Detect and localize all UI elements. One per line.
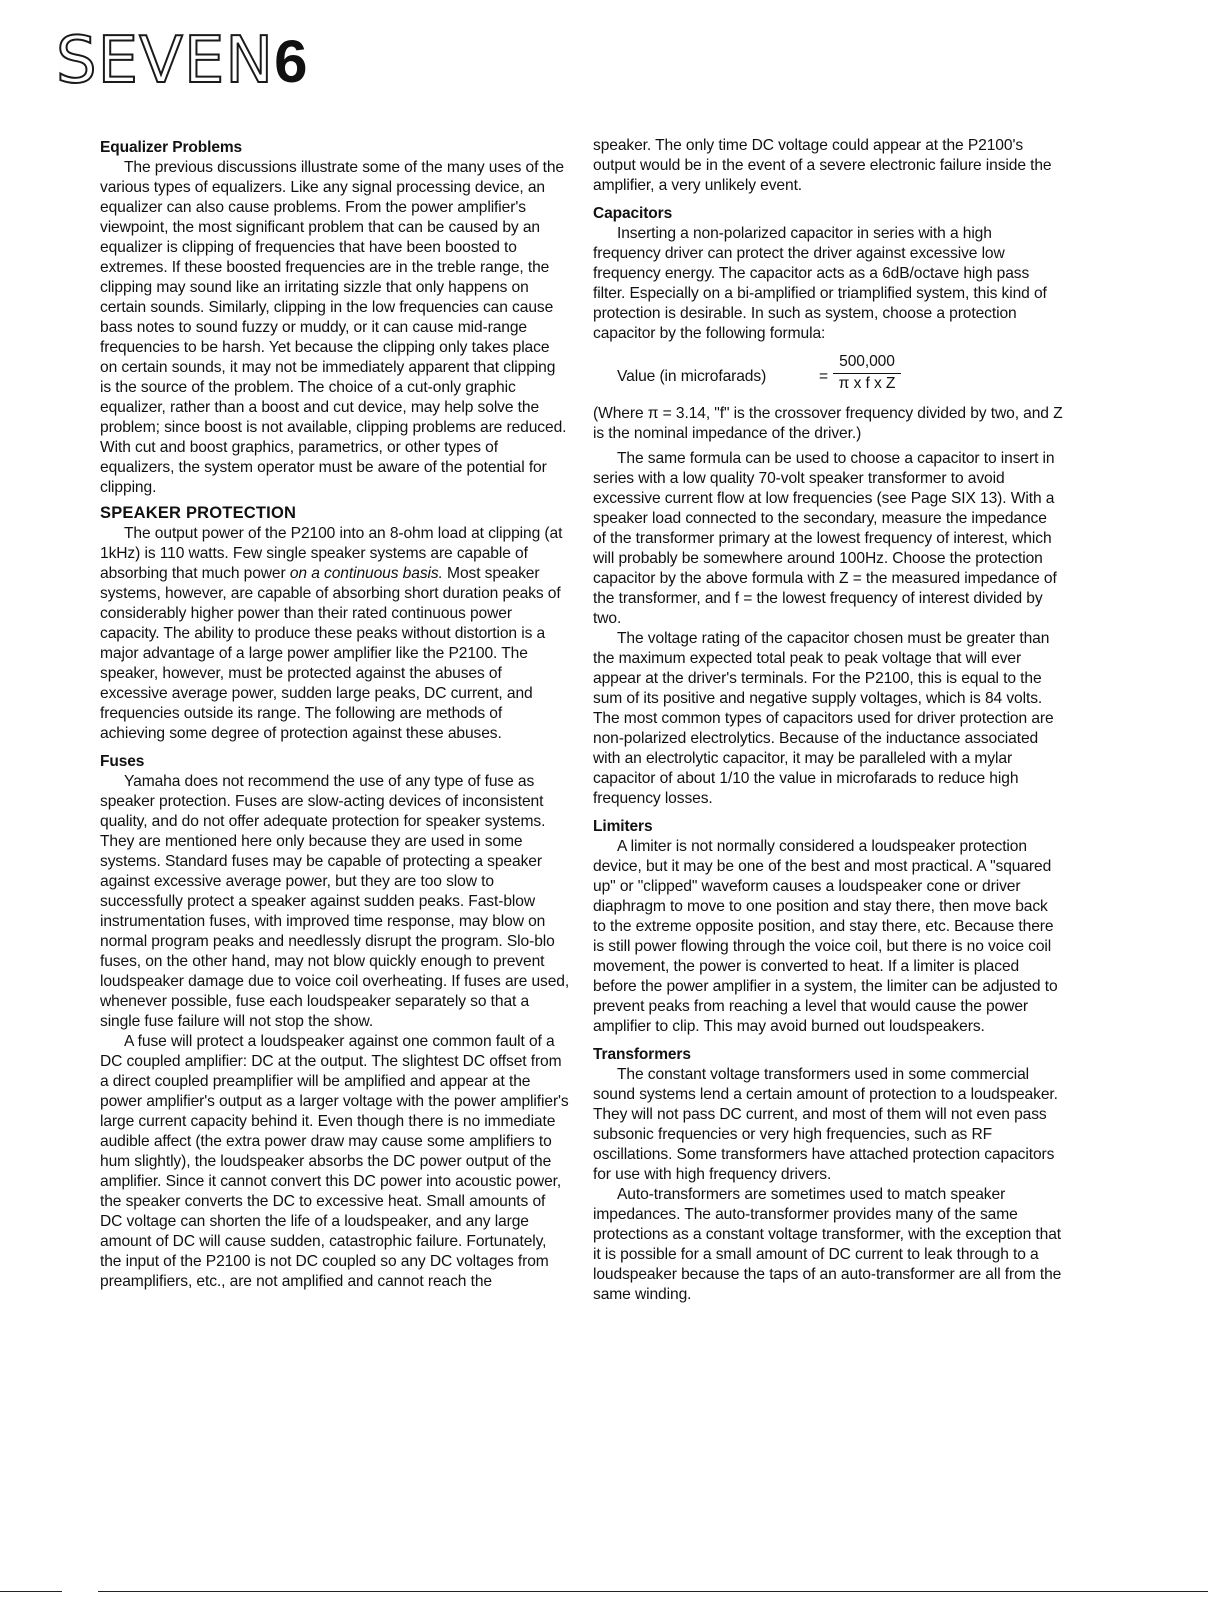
formula-label: Value (in microfarads) — [617, 368, 767, 385]
emphasis: on a continuous basis. — [289, 565, 443, 582]
right-column — [593, 136, 1063, 1305]
formula-numerator: 500,000 — [833, 352, 901, 374]
paragraph: speaker. The only time DC voltage could appear at the P2100's output would be in the event of a severe electronic failure inside the amplifier, a very unlikely event. — [593, 137, 1052, 194]
heading-fuses: Fuses — [100, 753, 145, 770]
paragraph: The same formula can be used to choose a capacitor to insert in series with a low quality 70-volt speaker transformer to avoid excessive current flow at low frequencies (see Page SIX 13). With a speaker load connected to the secondary, measure the impedance of the transformer primary at the lowest frequency of interest, which will probably be somewhere around 100Hz. Choose the protection capacitor by the above formula with Z = the measured impedance of the transformer, and f = the lowest frequency of interest divided by two. — [593, 450, 1057, 627]
paragraph: The previous discussions illustrate some of the many uses of the various types of equalizers. Like any signal processing device, an equalizer can also cause problems. From the power amplifier's viewpoint, the most significant problem that can be caused by an equalizer is clipping of frequencies that have been boosted to extremes. If these boosted frequencies are in the treble range, the clipping may sound like an irritating sizzle that only happens on certain sounds. Similarly, clipping in the low frequencies can cause bass notes to sound fuzzy or muddy, or it can cause mid-range frequencies to be harsh. Yet because the clipping only takes place on certain sounds, it may not be immediately apparent that clipping is the source of the problem. The choice of a cut-only graphic equalizer, rather than a boost and cut device, may help solve the problem; since boost is not available, clipping problems are reduced. With cut and boost graphics, parametrics, or other types of equalizers, the system operator must be aware of the potential for clipping. — [100, 159, 567, 496]
paragraph: (Where π = 3.14, "f" is the crossover frequency divided by two, and Z is the nominal impedance of the driver.) — [593, 405, 1063, 442]
paragraph: Inserting a non-polarized capacitor in series with a high frequency driver can protect the driver against excessive low frequency energy. The capacitor acts as a 6dB/octave high pass filter. Especially on a bi-amplified or triamplified system, this kind of protection is desirable. In such as system, choose a protection capacitor by the following formula: — [593, 225, 1047, 342]
heading-equalizer-problems: Equalizer Problems — [100, 139, 243, 156]
page-header — [56, 24, 308, 98]
capacitor-formula — [593, 352, 1063, 400]
footer-rule-right — [98, 1591, 1208, 1592]
formula-equals: = — [819, 368, 829, 385]
page-number: 6 — [274, 28, 308, 95]
section-title: SEVEN — [56, 24, 275, 98]
formula-denominator: π x f x Z — [838, 375, 896, 392]
paragraph: The voltage rating of the capacitor chosen must be greater than the maximum expected total peak to peak voltage that will ever appear at the driver's terminals. For the P2100, this is equal to the sum of its positive and negative supply voltages, which is 84 volts. The most common types of capacitors used for driver protection are non-polarized electrolytics. Because of the inductance associated with an electrolytic capacitor, it may be paralleled with a mylar capacitor of about 1/10 the value in microfarads to reduce high frequency losses. — [593, 630, 1054, 807]
footer-rule-left — [0, 1591, 62, 1592]
left-column — [100, 138, 570, 1292]
paragraph: The output power of the P2100 into an 8-ohm load at clipping (at 1kHz) is 110 watts. Few single speaker systems are capable of absorbing that much power on a continuous basis. Most speaker systems, however, are capable of absorbing short duration peaks of considerably higher power than their rated continuous power capacity. The ability to produce these peaks without distortion is a major advantage of a large power amplifier like the P2100. The speaker, however, must be protected against the abuses of excessive average power, sudden large peaks, DC current, and frequencies outside its range. The following are methods of achieving some degree of protection against these abuses. — [100, 525, 563, 742]
heading-speaker-protection: SPEAKER PROTECTION — [100, 504, 297, 522]
paragraph: Auto-transformers are sometimes used to match speaker impedances. The auto-transformer provides many of the same protections as a constant voltage transformer, with the exception that it is possible for a small amount of DC current to leak through to a loudspeaker because the taps of an auto-transformer are all from the same winding. — [593, 1186, 1062, 1303]
heading-limiters: Limiters — [593, 818, 653, 835]
formula-fraction — [833, 352, 901, 394]
paragraph: The constant voltage transformers used in some commercial sound systems lend a certain amount of protection to a loudspeaker. They will not pass DC current, and most of them will not even pass subsonic frequencies or very high frequencies, such as RF oscillations. Some transformers have attached protection capacitors for use with high frequency drivers. — [593, 1066, 1058, 1183]
paragraph: Yamaha does not recommend the use of any type of fuse as speaker protection. Fuses are slow-acting devices of inconsistent quality, and do not offer adequate protection for speaker systems. They are mentioned here only because they are used in some systems. Standard fuses may be capable of protecting a speaker against excessive average power, but they are too slow to successfully protect a speaker against sudden peaks. Fast-blow instrumentation fuses, with improved time response, may blow on normal program peaks and needlessly disrupt the program. Slo-blo fuses, on the other hand, may not blow quickly enough to prevent loudspeaker damage due to voice coil overheating. If fuses are used, whenever possible, fuse each loudspeaker separately so that a single fuse failure will not stop the show. — [100, 773, 570, 1030]
paragraph: A limiter is not normally considered a loudspeaker protection device, but it may be one of the best and most practical. A "squared up" or "clipped" waveform causes a loudspeaker cone or driver diaphragm to move to one position and stay there, then move back to the extreme opposite position, and stay there, etc. Because there is still power flowing through the voice coil, but there is no voice coil movement, the power is converted to heat. If a limiter is placed before the power amplifier in a system, the limiter can be adjusted to prevent peaks from reaching a level that would cause the power amplifier to clip. This may avoid burned out loudspeakers. — [593, 838, 1058, 1035]
paragraph: A fuse will protect a loudspeaker against one common fault of a DC coupled amplifier: DC at the output. The slightest DC offset from a direct coupled preamplifier will be amplified and appear at the power amplifier's output as a larger voltage with the power amplifier's large current capacity behind it. Even though there is no immediate audible affect (the extra power draw may cause some amplifiers to hum slightly), the loudspeaker absorbs the DC power output of the amplifier. Since it cannot convert this DC power into acoustic power, the speaker converts the DC to excessive heat. Small amounts of DC voltage can shorten the life of a loudspeaker, and any large amount of DC will cause sudden, catastrophic failure. Fortunately, the input of the P2100 is not DC coupled so any DC voltages from preamplifiers, etc., are not amplified and cannot reach the — [100, 1033, 569, 1290]
heading-transformers: Transformers — [593, 1046, 691, 1063]
heading-capacitors: Capacitors — [593, 205, 673, 222]
